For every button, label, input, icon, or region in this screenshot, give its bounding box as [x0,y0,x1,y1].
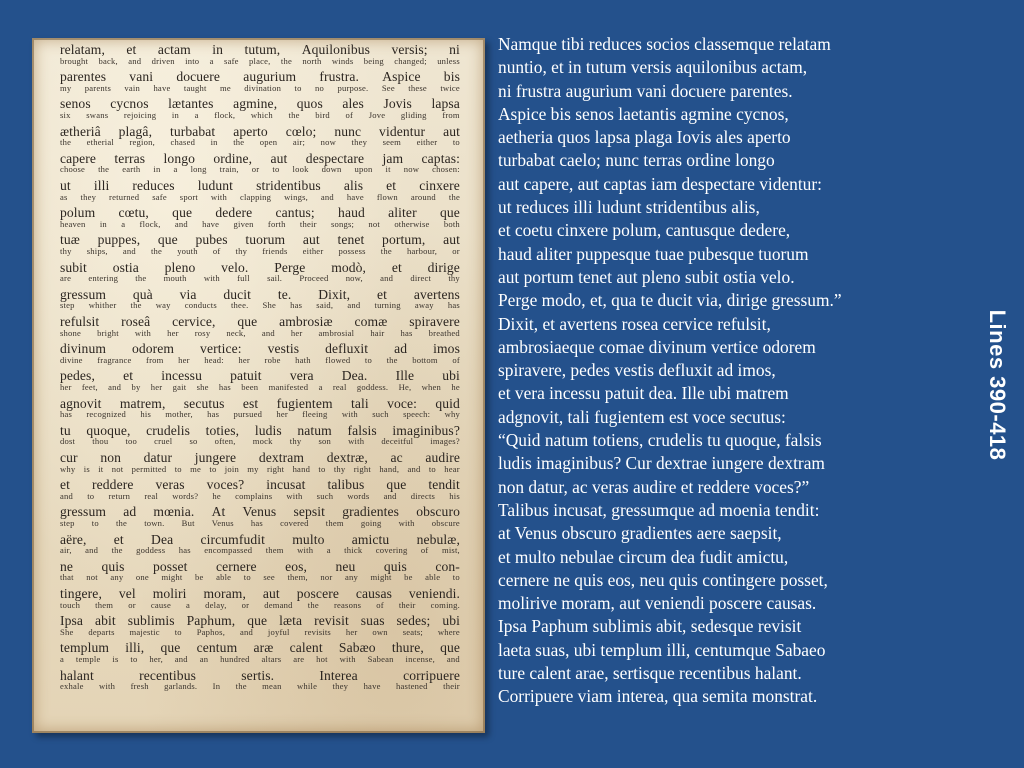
poem-line: ture calent arae, sertisque recentibus halant. [498,663,802,684]
poem-text [498,33,948,709]
scan-line: heaven in a flock, and have given forth their songs; not otherwise both [60,218,460,229]
poem-line: laeta suas, ubi templum illi, centumque Sabaeo [498,639,826,660]
scan-line: exhale with fresh garlands. In the mean while they have hastened their [60,681,460,692]
poem-line: ni frustra augurium vani docuere parentes. [498,80,793,101]
scan-line: subit ostia pleno velo. Perge modò, et dirige [60,259,460,275]
scan-line: touch them or cause a delay, or demand the reasons of their coming. [60,599,460,610]
scan-line: why is it not permitted to me to join my right hand to thy right hand, and to hear [60,463,460,474]
scan-line: gressum quà via ducit te. Dixit, et avertens [60,286,460,302]
poem-line: ut reduces illi ludunt stridentibus alis, [498,197,760,218]
poem-line: cernere ne quis eos, neu quis contingere posset, [498,569,828,590]
scan-line: brought back, and driven into a safe place, the north winds being changed; unless [60,55,460,66]
scan-line: She departs majestic to Paphos, and joyful revisits her own seats; where [60,626,460,637]
scan-line: choose the earth in a long train, or to look down upon it now chosen: [60,164,460,175]
scan-line: dost thou too cruel so often, mock thy son with deceitful images? [60,436,460,447]
scan-line: the etherial region, chased in the open air; now they seem either to [60,137,460,148]
poem-line: haud aliter puppesque tuae pubesque tuorum [498,243,809,264]
scan-line: aëre, et Dea circumfudit multo amictu nebulæ, [60,531,460,547]
poem-line: Talibus incusat, gressumque ad moenia tendit: [498,499,820,520]
scan-line: as they returned safe sport with clapping wings, and have flown around the [60,191,460,202]
poem-line: turbabat caelo; nunc terras ordine longo [498,150,775,171]
scan-line: pedes, et incessu patuit vera Dea. Ille ubi [60,368,460,384]
scan-line: et reddere veras voces? incusat talibus que tendit [60,477,460,493]
side-label-text: Lines 390-418 [985,309,1010,461]
poem-line: aut portum tenet aut pleno subit ostia velo. [498,266,795,287]
poem-line: Dixit, et avertens rosea cervice refulsit, [498,313,771,334]
poem-line: et vera incessu patuit dea. Ille ubi matrem [498,383,789,404]
scan-line: step whither the way conducts thee. She has said, and turning away has [60,300,460,311]
poem-line: aut capere, aut captas iam despectare videntur: [498,173,822,194]
scan-line: ætheriâ plagâ, turbabat aperto cœlo; nunc videntur aut [60,123,460,139]
poem-line: ludis imaginibus? Cur dextrae iungere dextram [498,453,825,474]
poem-line: Corripuere viam interea, qua semita monstrat. [498,686,818,707]
scan-line: her feet, and by her gait she has been manifested a real goddess. He, when he [60,382,460,392]
scan-line: tingere, vel moliri moram, aut poscere causas veniendi. [60,586,460,601]
scan-line: shone bright with her rosy neck, and her ambrosial hair has breathed [60,327,460,338]
poem-line: at Venus obscuro gradientes aere saepsit, [498,523,782,544]
scan-line: ut illi reduces ludunt stridentibus alis et cinxere [60,178,460,193]
scan-line: senos cycnos lætantes agmine, quos ales Jovis lapsa [60,96,460,112]
poem-line: spiravere, pedes vestis defluxit ad imos, [498,360,776,381]
scan-line: step to the town. But Venus has covered them going with obscure [60,518,460,528]
scan-line: tu quoque, crudelis toties, ludis natum falsis imaginibus? [60,422,460,438]
scan-line: ne quis posset cernere eos, neu quis con- [60,558,460,574]
scan-line: tuæ puppes, que pubes tuorum aut tenet portum, aut [60,232,460,248]
side-label [983,300,1011,470]
scan-line: has recognized his mother, has pursued her fleeing with such speech: why [60,409,460,420]
scan-line: gressum ad mœnia. At Venus sepsit gradientes obscuro [60,504,460,520]
scan-line: capere terras longo ordine, aut despectare jam captas: [60,150,460,166]
poem-line: molirive moram, aut veniendi poscere causas. [498,593,817,614]
scan-line: thy ships, and the youth of thy friends either possess the harbour, or [60,246,460,256]
poem-line: Ipsa Paphum sublimis abit, sedesque revisit [498,616,802,637]
poem-line: adgnovit, tali fugientem est voce secutus: [498,406,786,427]
scan-line: Ipsa abit sublimis Paphum, que læta revisit suas sedes; ubi [60,613,460,629]
poem-line: Namque tibi reduces socios classemque relatam [498,34,831,54]
scan-line: templum illi, que centum aræ calent Sabæo thure, que [60,640,460,656]
scan-line: six swans rejoicing in a flock, which the bird of Jove gliding from [60,110,460,120]
scanned-page-image [32,38,485,733]
poem-line: “Quid natum totiens, crudelis tu quoque, falsis [498,430,822,451]
scan-line: refulsit roseâ cervice, que ambrosiæ comæ spiravere [60,314,460,329]
scan-line: that not any one might be able to see them, nor any might be able to [60,572,460,583]
poem-line: ambrosiaeque comae divinum vertice odorem [498,336,816,357]
scan-line: parentes vani docuere augurium frustra. Aspice bis [60,69,460,85]
poem-line: non datur, ac veras audire et reddere voces?” [498,476,810,497]
scan-line: and to return real words? he complains with such words and directs his [60,490,460,501]
poem-line: aetheria quos lapsa plaga Iovis ales aperto [498,127,791,148]
scan-line: agnovit matrem, secutus est fugientem tali voce: quid [60,395,460,411]
scan-line: cur non datur jungere dextram dextræ, ac audire [60,450,460,465]
scan-line: polum cœtu, que dedere cantus; haud aliter que [60,205,460,221]
poem-line: et multo nebulae circum dea fudit amictu, [498,546,789,567]
poem-line: nuntio, et in tutum versis aquilonibus actam, [498,57,808,78]
poem-line: Aspice bis senos laetantis agmine cycnos, [498,103,789,124]
scan-line: are entering the mouth with full sail. Proceed now, and direct thy [60,273,460,284]
scan-line: air, and the goddess has encompassed them with a thick covering of mist, [60,545,460,556]
scan-line: divine fragrance from her head: her robe hath flowed to the bottom of [60,354,460,365]
scan-line: divinum odorem vertice: vestis defluxit ad imos [60,341,460,357]
poem-line: et coetu cinxere polum, cantusque dedere, [498,220,791,241]
scan-line: halant recentibus sertis. Interea corripuere [60,667,460,683]
scan-line: a temple is to her, and an hundred altars are hot with Sabean incense, and [60,654,460,664]
scan-line: relatam, et actam in tutum, Aquilonibus versis; ni [60,42,460,57]
scan-line: my parents vain have taught me divination to no purpose. See these twice [60,82,460,93]
poem-line: Perge modo, et, qua te ducit via, dirige gressum.” [498,290,842,311]
